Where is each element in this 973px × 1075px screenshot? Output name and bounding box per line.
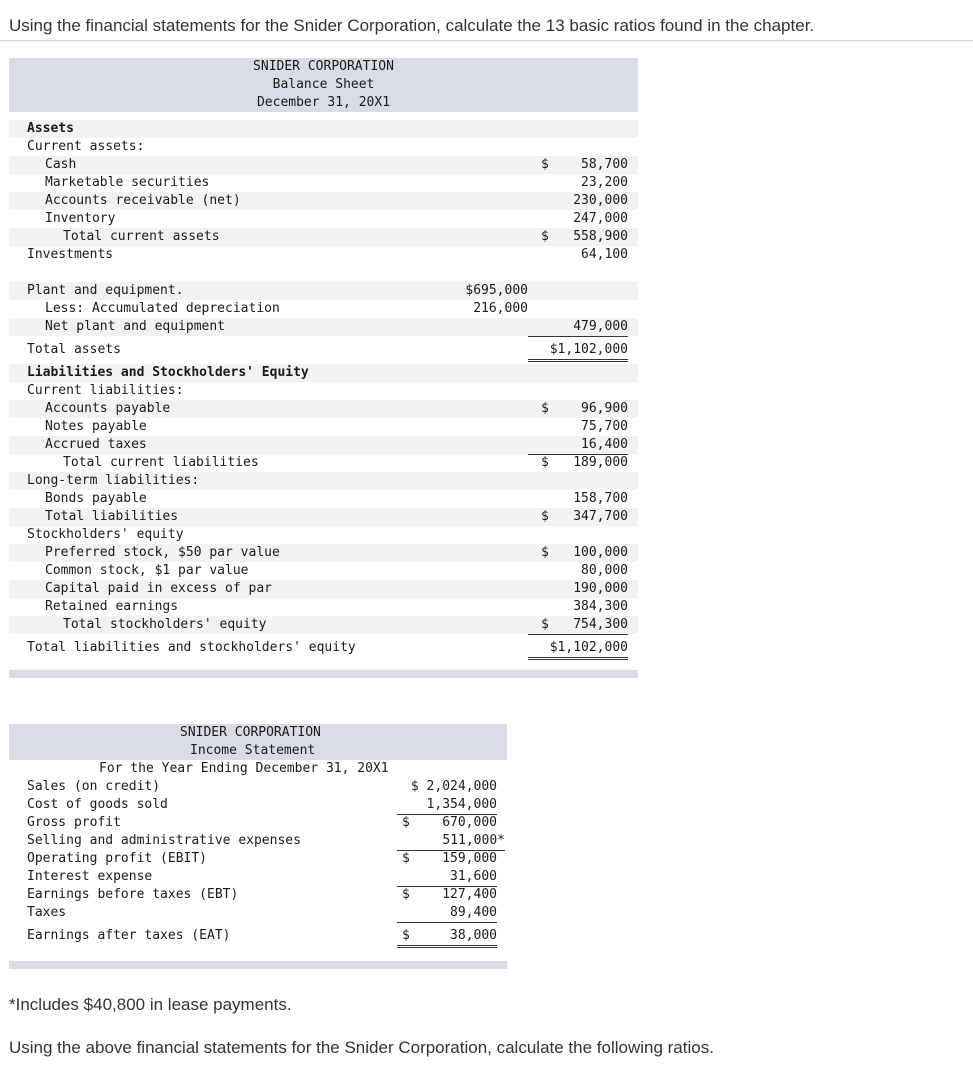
statement-title: Balance Sheet [272, 77, 375, 92]
current-assets-label: Current assets: [27, 139, 145, 154]
intro-text: Using the financial statements for the Snider Corporation, calculate the 13 basic ratios found in the chapter. [9, 16, 815, 35]
balance-sheet-header [9, 58, 638, 112]
company-name: SNIDER CORPORATION [180, 725, 321, 740]
balance-sheet [9, 58, 638, 678]
row-taxes: Taxes 89,400 [9, 904, 507, 922]
row-total-assets: Total assets $1,102,000 [9, 341, 638, 359]
row-tca: Total current assets $ 558,900 [9, 228, 638, 246]
row-ebt: Earnings before taxes (EBT) $ 127,400 [27, 887, 497, 902]
balance-sheet-footer-bar [9, 670, 638, 678]
row-tlse: Total liabilities and stockholders' equity $1,102,000 [9, 639, 638, 657]
outro-text: Using the above financial statements for the Snider Corporation, calculate the following ratios. [9, 1038, 714, 1057]
row-marketable: Marketable securities 23,200 [45, 175, 628, 190]
liabilities-heading: Liabilities and Stockholders' Equity [27, 365, 309, 380]
row-tcl: Total current liabilities $ 189,000 [63, 455, 628, 470]
row-eat: Earnings after taxes (EAT) $ 38,000 [9, 927, 507, 945]
row-sga: Selling and administrative expenses 511,000* [9, 832, 507, 850]
income-statement-header [9, 724, 507, 778]
company-name: SNIDER CORPORATION [253, 59, 394, 74]
stockholders-equity-label: Stockholders' equity [27, 527, 184, 542]
row-retained: Retained earnings 384,300 [9, 598, 638, 616]
statement-title: Income Statement [190, 743, 316, 758]
statement-period: For the Year Ending December 31, 20X1 [9, 760, 529, 778]
row-sales: Sales (on credit) $ 2,024,000 [27, 779, 497, 794]
divider [0, 40, 973, 41]
row-tl: Total liabilities $ 347,700 [9, 508, 638, 526]
row-pref: Preferred stock, $50 par value $ 100,000 [9, 544, 638, 562]
income-statement [9, 724, 507, 969]
income-statement-footer-bar [9, 961, 507, 969]
row-netplant: Net plant and equipment 479,000 [9, 318, 638, 336]
long-term-liabilities-label: Long-term liabilities: [27, 473, 200, 488]
row-cogs: Cost of goods sold 1,354,000 [9, 796, 507, 814]
footnote-text: *Includes $40,800 in lease payments. [9, 995, 292, 1014]
row-np: Notes payable 75,700 [45, 419, 628, 434]
row-inventory: Inventory 247,000 [9, 210, 638, 228]
row-tse: Total stockholders' equity $ 754,300 [9, 616, 638, 634]
current-liabilities-label: Current liabilities: [27, 383, 184, 398]
row-accdep: Less: Accumulated depreciation 216,000 [9, 300, 638, 318]
row-ap: Accounts payable $ 96,900 [9, 400, 638, 418]
row-capital: Capital paid in excess of par 190,000 [9, 580, 638, 598]
row-accrued: Accrued taxes 16,400 [9, 436, 638, 454]
row-common: Common stock, $1 par value 80,000 [45, 563, 628, 578]
statement-date: December 31, 20X1 [256, 95, 391, 110]
row-ar: Accounts receivable (net) 230,000 [9, 192, 638, 210]
row-bonds: Bonds payable 158,700 [9, 490, 638, 508]
row-cash: Cash $ 58,700 [9, 156, 638, 174]
row-investments: Investments 64,100 [27, 247, 628, 262]
assets-heading: Assets [27, 121, 74, 136]
row-ebit: Operating profit (EBIT) $ 159,000 [27, 851, 497, 866]
row-plant: Plant and equipment. $695,000 [9, 282, 638, 300]
row-interest: Interest expense 31,600 [9, 868, 507, 886]
row-gross: Gross profit $ 670,000 [27, 815, 497, 830]
